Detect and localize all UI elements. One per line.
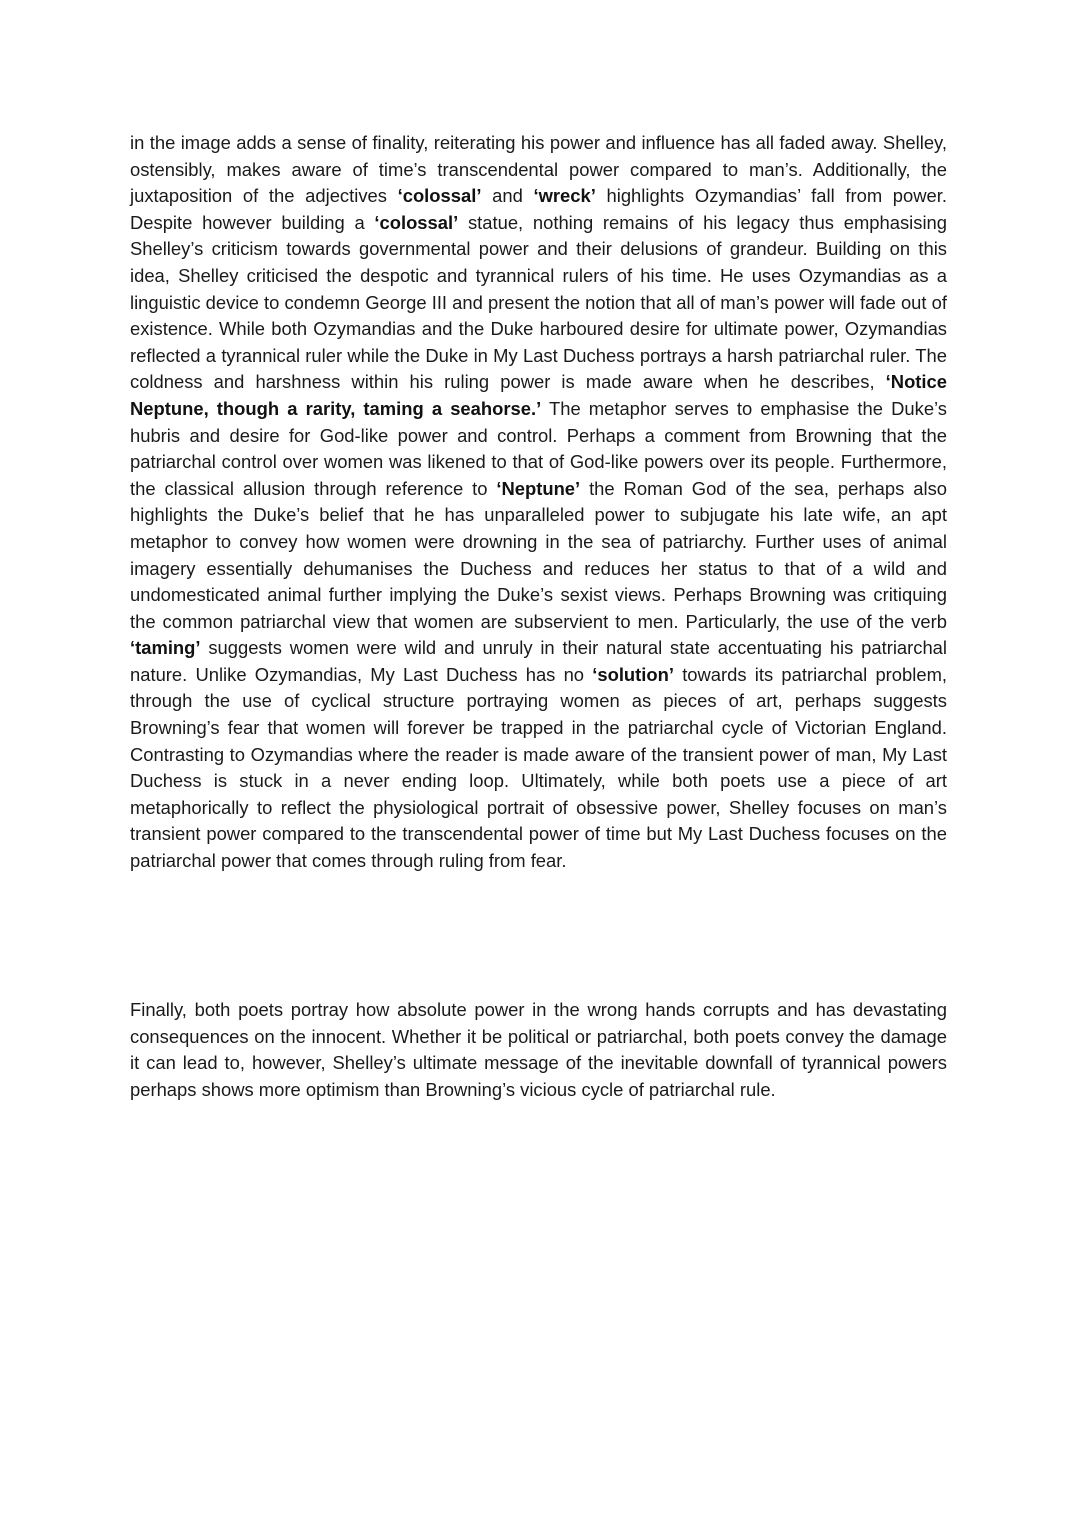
text-run: highlights Ozymandias’ fall from power. Despite however building a	[130, 185, 947, 233]
bold-quote: ‘Neptune’	[496, 477, 581, 499]
text-run: towards its patriarchal problem, through the use of cyclical structure portraying women as pieces of art, perhaps suggests Browning’s fear that women will forever be trapped in the patriarchal cycle of Victorian England. Contrasting to Ozymandias where the reader is made aware of the transient power of man, My Last Duchess is stuck in a never ending loop. Ultimately, while both poets use a piece of art metaphorically to reflect the physiological portrait of obsessive power, Shelley focuses on man’s transient power compared to the transcendental power of time but My Last Duchess focuses on the patriarchal power that comes through ruling from fear.	[130, 663, 947, 872]
bold-quote: ‘taming’	[130, 637, 201, 659]
text-run: in the image adds a sense of finality, reiterating his power and influence has all faded away. Shelley, ostensibly, makes aware of time’s transcendental power compared to man’s. Additionally, the juxtaposition of the adjectives	[130, 132, 947, 207]
body-paragraph-2	[130, 997, 947, 1103]
body-paragraph-1	[130, 130, 947, 875]
bold-quote: ‘colossal’	[374, 211, 459, 233]
bold-quote: ‘solution’	[592, 663, 674, 685]
text-run: The metaphor serves to emphasise the Duke’s hubris and desire for God-like power and control. Perhaps a comment from Browning that the patriarchal control over women was likened to that of God-like powers over its people. Furthermore, the classical allusion through reference to	[130, 397, 947, 499]
text-run: Finally, both poets portray how absolute power in the wrong hands corrupts and has devastating consequences on the innocent. Whether it be political or patriarchal, both poets convey the damage it can lead to, however, Shelley’s ultimate message of the inevitable downfall of tyrannical powers perhaps shows more optimism than Browning’s vicious cycle of patriarchal rule.	[130, 999, 947, 1100]
text-run: the Roman God of the sea, perhaps also highlights the Duke’s belief that he has unparalleled power to subjugate his late wife, an apt metaphor to convey how women were drowning in the sea of patriarchy. Further uses of animal imagery essentially dehumanises the Duchess and reduces her status to that of a wild and undomesticated animal further implying the Duke’s sexist views. Perhaps Browning was critiquing the common patriarchal view that women are subservient to men. Particularly, the use of the verb	[130, 477, 947, 632]
text-run: suggests women were wild and unruly in their natural state accentuating his patriarchal nature. Unlike Ozymandias, My Last Duchess has no	[130, 637, 947, 685]
text-run: statue, nothing remains of his legacy thus emphasising Shelley’s criticism towards governmental power and their delusions of grandeur. Building on this idea, Shelley criticised the despotic and tyrannical rulers of his time. He uses Ozymandias as a linguistic device to condemn George III and present the notion that all of man’s power will fade out of existence. While both Ozymandias and the Duke harboured desire for ultimate power, Ozymandias reflected a tyrannical ruler while the Duke in My Last Duchess portrays a harsh patriarchal ruler. The coldness and harshness within his ruling power is made aware when he describes,	[130, 211, 947, 393]
bold-quote: ‘Notice Neptune, though a rarity, taming a seahorse.’	[130, 371, 947, 419]
bold-quote: ‘wreck’	[533, 185, 596, 207]
text-run: and	[481, 185, 534, 207]
bold-quote: ‘colossal’	[397, 185, 482, 207]
